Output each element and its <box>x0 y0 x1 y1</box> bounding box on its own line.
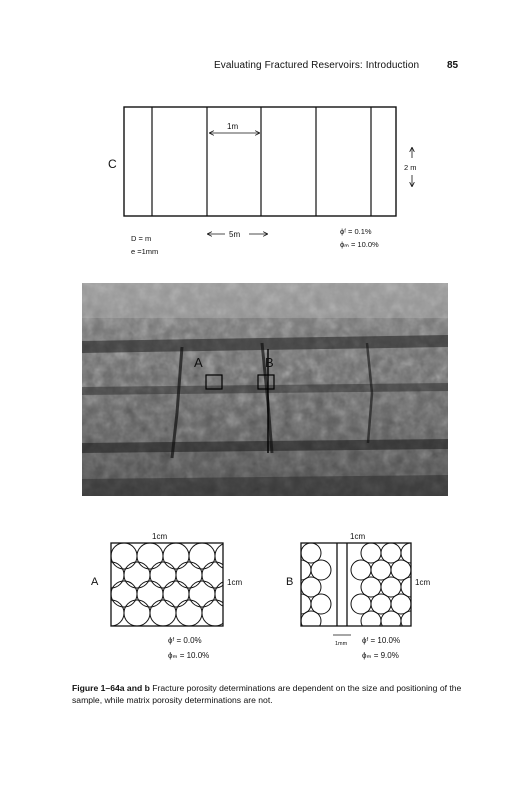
grain-circle <box>421 543 441 563</box>
page-number: 85 <box>447 60 459 71</box>
grain-circle <box>137 581 163 607</box>
grain-circle <box>176 562 202 588</box>
grain-circle <box>215 543 241 569</box>
panel-b-grains <box>281 543 446 631</box>
grain-circle <box>254 600 280 626</box>
grain-circle <box>86 581 111 607</box>
phi-f-top: ϕᶠ = 0.1% <box>340 227 372 236</box>
grain-circle <box>411 594 431 614</box>
running-head: Evaluating Fractured Reservoirs: Introduction <box>214 60 420 71</box>
caption-text: Fracture porosity determinations are dependent on the size and positioning of the sample, while matrix porosity determinations are not. <box>72 683 462 705</box>
label-1m: 1m <box>227 122 239 131</box>
grain-circle <box>86 543 111 569</box>
caption-label: Figure 1–64a and b <box>72 683 150 693</box>
photo-marker-a: A <box>194 355 203 370</box>
phi-m-top: ϕₘ = 10.0% <box>340 240 379 249</box>
label-e: e =1mm <box>131 247 159 256</box>
label-d: D = m <box>131 234 152 243</box>
panel-a <box>86 532 280 660</box>
grain-circle <box>163 581 189 607</box>
grain-circle <box>381 611 401 631</box>
panel-b-side-label: 1cm <box>415 578 431 587</box>
grain-circle <box>361 611 381 631</box>
grain-circle <box>421 611 441 631</box>
panel-b-letter: B <box>286 576 294 588</box>
panel-b <box>281 532 446 660</box>
grain-circle <box>111 581 137 607</box>
grain-circle <box>228 600 254 626</box>
panel-b-top-label: 1cm <box>350 532 366 541</box>
grain-circle <box>189 543 215 569</box>
grain-circle <box>241 543 267 569</box>
panel-a-letter: A <box>91 576 99 588</box>
panel-a-side-label: 1cm <box>227 578 243 587</box>
panel-a-grains <box>86 543 280 626</box>
grain-circle <box>281 543 301 563</box>
label-2m: 2 m <box>404 163 417 172</box>
grain-circle <box>137 543 163 569</box>
figure-fractured-block <box>100 100 430 270</box>
grain-circle <box>254 562 280 588</box>
grain-circle <box>411 560 431 580</box>
panel-a-phi-f: ϕᶠ = 0.0% <box>168 636 202 645</box>
grain-circle <box>202 562 228 588</box>
grain-circle <box>150 600 176 626</box>
photo-marker-b: B <box>265 355 274 370</box>
grain-circle <box>281 611 301 631</box>
panel-b-phi-f: ϕᶠ = 10.0% <box>362 636 401 645</box>
panel-a-top-label: 1cm <box>152 532 168 541</box>
outcrop-photo <box>82 283 448 496</box>
figure-caption <box>72 682 462 706</box>
block-outline <box>124 107 396 216</box>
panel-a-phi-m: ϕₘ = 10.0% <box>168 651 210 660</box>
grain-circle <box>431 594 446 614</box>
figure-samples <box>86 525 446 667</box>
panel-b-phi-m: ϕₘ = 9.0% <box>362 651 399 660</box>
grain-circle <box>124 562 150 588</box>
grain-circle <box>241 581 267 607</box>
grain-circle <box>189 581 215 607</box>
grain-circle <box>111 543 137 569</box>
grain-circle <box>124 600 150 626</box>
grain-circle <box>431 560 446 580</box>
grain-circle <box>150 562 176 588</box>
grain-circle <box>176 600 202 626</box>
label-5m: 5m <box>229 230 241 239</box>
grain-circle <box>301 611 321 631</box>
panel-letter-c: C <box>108 157 117 171</box>
grain-circle <box>202 600 228 626</box>
scale-label: 1mm <box>335 641 348 647</box>
grain-circle <box>163 543 189 569</box>
